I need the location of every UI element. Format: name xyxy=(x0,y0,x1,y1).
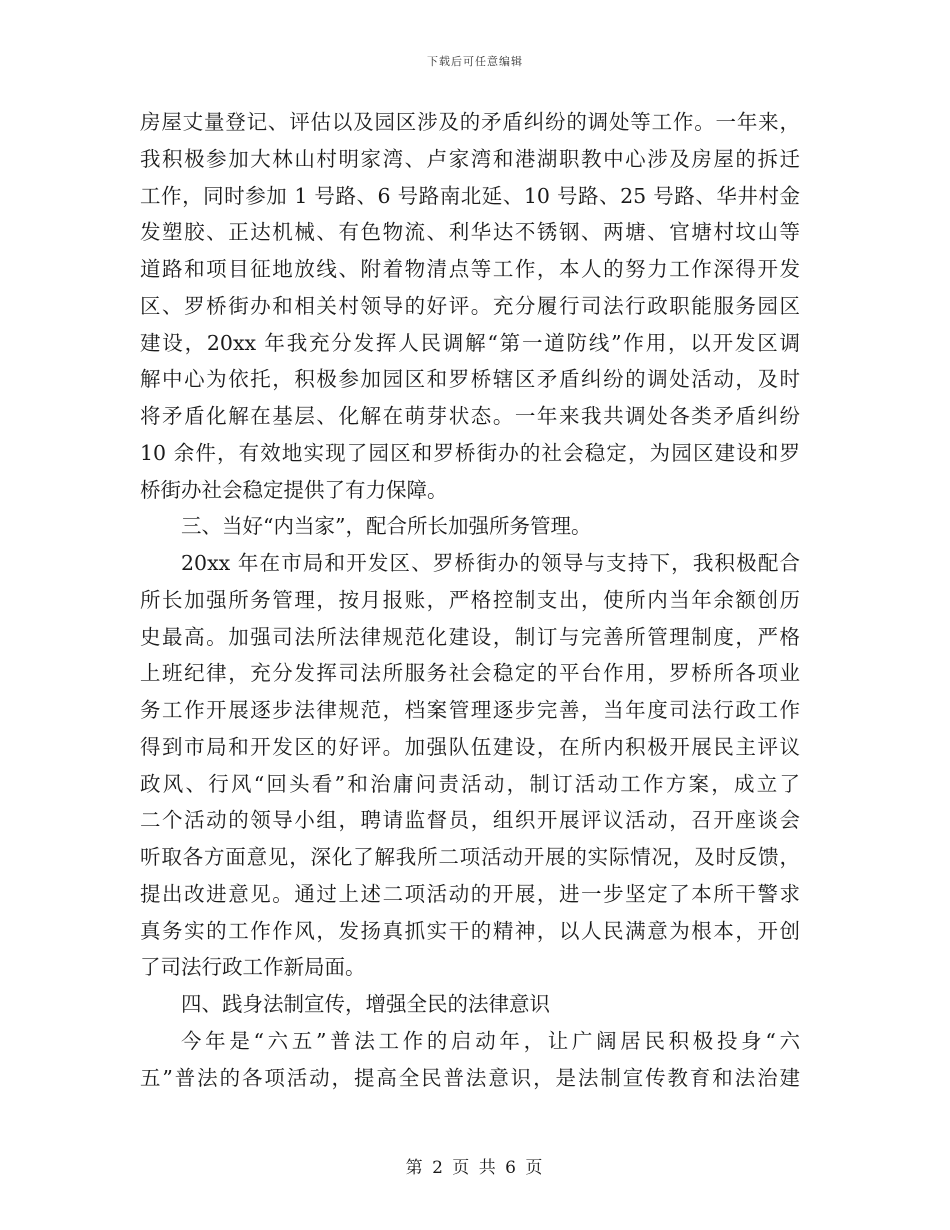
text-line: 听取各方面意见，深化了解我所二项活动开展的实际情况，及时反馈， xyxy=(140,845,800,869)
text-line: 务工作开展逐步法律规范，档案管理逐步完善，当年度司法行政工作 xyxy=(140,698,800,722)
text-line: 政风、行风“回头看”和治庸问责活动，制订活动工作方案，成立了 xyxy=(140,771,800,796)
text-line: 得到市局和开发区的好评。加强队伍建设，在所内积极开展民主评议 xyxy=(140,734,800,759)
text-line: 发塑胶、正达机械、有色物流、利华达不锈钢、两塘、官塘村坟山等 xyxy=(140,220,800,245)
text-line: 我积极参加大林山村明家湾、卢家湾和港湖职教中心涉及房屋的拆迁 xyxy=(140,146,800,171)
document-body xyxy=(140,104,800,1096)
text-line: 今年是“六五”普法工作的启动年，让广阔居民积极投身“六 xyxy=(181,1028,800,1053)
text-line: 10 余件，有效地实现了园区和罗桥街办的社会稳定，为园区建设和罗 xyxy=(140,440,800,465)
text-line: 区、罗桥街办和相关村领导的好评。充分履行司法行政职能服务园区 xyxy=(140,293,800,318)
text-line: 解中心为依托，积极参加园区和罗桥辖区矛盾纠纷的调处活动，及时 xyxy=(140,367,800,392)
text-line: 三、当好“内当家”，配合所长加强所务管理。 xyxy=(181,514,592,539)
text-line: 五”普法的各项活动，提高全民普法意识，是法制宣传教育和法治建 xyxy=(140,1065,800,1090)
page-footer: 第 2 页 共 6 页 xyxy=(405,1158,545,1178)
text-line: 史最高。加强司法所法律规范化建设，制订与完善所管理制度，严格 xyxy=(140,624,800,649)
text-line: 真务实的工作作风，发扬真抓实干的精神，以人民满意为根本，开创 xyxy=(140,918,800,943)
text-line: 20xx 年在市局和开发区、罗桥街办的领导与支持下，我积极配合 xyxy=(181,551,800,575)
text-line: 四、践身法制宣传，增强全民的法律意识 xyxy=(181,992,550,1016)
text-line: 桥街办社会稳定提供了有力保障。 xyxy=(140,477,448,502)
text-line: 二个活动的领导小组，聘请监督员，组织开展评议活动，召开座谈会 xyxy=(140,808,800,833)
text-line: 建设，20xx 年我充分发挥人民调解“第一道防线”作用，以开发区调 xyxy=(140,330,800,355)
text-line: 提出改进意见。通过上述二项活动的开展，进一步坚定了本所干警求 xyxy=(140,881,800,906)
text-line: 房屋丈量登记、评估以及园区涉及的矛盾纠纷的调处等工作。一年来， xyxy=(140,110,800,134)
text-line: 上班纪律，充分发挥司法所服务社会稳定的平台作用，罗桥所各项业 xyxy=(140,661,800,686)
page-header-note: 下载后可任意编辑 xyxy=(427,55,523,68)
text-line: 工作，同时参加 1 号路、6 号路南北延、10 号路、25 号路、华井村金 xyxy=(140,183,800,208)
text-line: 所长加强所务管理，按月报账，严格控制支出，使所内当年余额创历 xyxy=(140,587,800,612)
text-line: 了司法行政工作新局面。 xyxy=(140,955,366,980)
text-line: 道路和项目征地放线、附着物清点等工作，本人的努力工作深得开发 xyxy=(140,257,800,281)
text-line: 将矛盾化解在基层、化解在萌芽状态。一年来我共调处各类矛盾纠纷 xyxy=(140,404,800,428)
